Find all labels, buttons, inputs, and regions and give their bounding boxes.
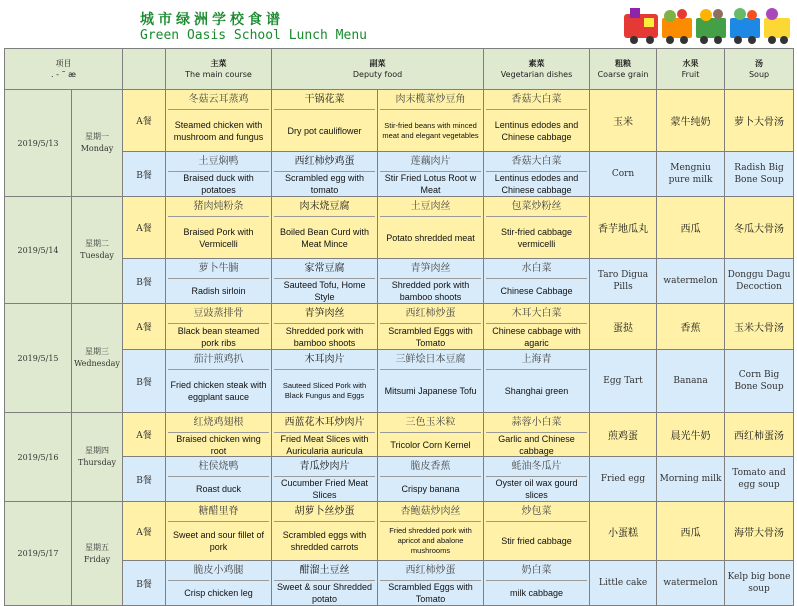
- weekday-cell: [72, 197, 123, 304]
- dish-name-en: Chinese cabbage with agaric: [492, 325, 581, 348]
- fruit-cell: Morning milk: [657, 457, 725, 502]
- weekday-en: Friday: [83, 554, 111, 564]
- dish-name-en: Shredded pork with bamboo shoots: [391, 280, 470, 302]
- header-grain: 粗粮 Coarse grain: [590, 49, 657, 90]
- dish-name-zh: 西红柿炒蛋: [380, 561, 481, 581]
- dish-name-zh: 蚝油冬瓜片: [486, 457, 587, 477]
- soup-cell: 萝卜大骨汤: [725, 90, 794, 152]
- dish-veg: [378, 90, 484, 152]
- dish-main: [166, 413, 272, 457]
- grain-cell: Corn: [590, 152, 657, 197]
- dish-name-en: Stir fried cabbage: [501, 536, 572, 546]
- dish-name-zh: 糖醋里脊: [168, 502, 269, 522]
- dish-main: [166, 152, 272, 197]
- dish-name-zh: 水白菜: [486, 259, 587, 279]
- dish-name-zh: 杏鲍菇炒肉丝: [380, 502, 481, 522]
- dish-name-en: Black bean steamed pork ribs: [177, 325, 260, 348]
- dish-name-en: Chinese Cabbage: [500, 286, 573, 296]
- weekday-en: Monday: [80, 144, 114, 153]
- header-meal: [123, 49, 166, 90]
- dish-name-en: milk cabbage: [510, 588, 564, 598]
- menu-row: [5, 259, 794, 304]
- dish-veg2: [484, 561, 590, 606]
- menu-row: [5, 350, 794, 413]
- dish-name-en: Braised duck with potatoes: [183, 173, 254, 195]
- dish-name-en: Dry pot cauliflower: [287, 125, 362, 136]
- dish-name-en: Mitsumi Japanese Tofu: [384, 386, 477, 396]
- dish-veg: [378, 457, 484, 502]
- dish-name-zh: 柱侯烧鸭: [168, 457, 269, 477]
- dish-name-en: Sauteed Tofu, Home Style: [283, 280, 366, 302]
- header-main: 主菜 The main course: [166, 49, 272, 90]
- dish-name-zh: 木耳大白菜: [486, 304, 587, 324]
- meal-label: B餐: [123, 259, 166, 304]
- date-cell: 2019/5/14: [5, 197, 72, 304]
- dish-name-en: Shredded pork with bamboo shoots: [285, 325, 364, 348]
- fruit-cell: Banana: [657, 350, 725, 413]
- meal-label: B餐: [123, 350, 166, 413]
- meal-label: A餐: [123, 413, 166, 457]
- header-soup: 汤 Soup: [725, 49, 794, 90]
- menu-row: [5, 90, 794, 152]
- weekday-en: Wednesday: [74, 359, 120, 368]
- dish-veg2: [484, 502, 590, 561]
- soup-cell: 冬瓜大骨汤: [725, 197, 794, 259]
- dish-veg: [378, 197, 484, 259]
- fruit-cell: Mengniu pure milk: [657, 152, 725, 197]
- grain-cell: 蛋挞: [590, 304, 657, 350]
- dish-name-zh: 木耳肉片: [274, 350, 375, 370]
- fruit-cell: 晨光牛奶: [657, 413, 725, 457]
- dish-deputy: [272, 90, 378, 152]
- dish-name-zh: 蒜蓉小白菜: [486, 413, 587, 433]
- lunch-menu-table: [4, 48, 794, 606]
- dish-name-zh: 西红柿炒鸡蛋: [274, 152, 375, 172]
- train-illustration: [622, 4, 792, 46]
- soup-cell: Donggu Dagu Decoction: [725, 259, 794, 304]
- dish-name-zh: 酣溜土豆丝: [274, 561, 375, 581]
- dish-veg2: [484, 350, 590, 413]
- dish-name-en: Roast duck: [196, 484, 242, 494]
- header-deputy: 副菜 Deputy food: [272, 49, 484, 90]
- dish-deputy: [272, 259, 378, 304]
- date-cell: 2019/5/15: [5, 304, 72, 413]
- dish-main: [166, 561, 272, 606]
- fruit-cell: 西瓜: [657, 502, 725, 561]
- soup-cell: 海带大骨汤: [725, 502, 794, 561]
- fruit-cell: watermelon: [657, 259, 725, 304]
- weekday-zh: 星期四: [85, 446, 109, 455]
- meal-label: A餐: [123, 502, 166, 561]
- weekday-cell: [72, 413, 123, 502]
- dish-name-zh: 冬菇云耳蒸鸡: [168, 90, 269, 110]
- meal-label: B餐: [123, 152, 166, 197]
- dish-name-zh: 茄汁煎鸡扒: [168, 350, 269, 370]
- dish-veg2: [484, 457, 590, 502]
- dish-deputy: [272, 413, 378, 457]
- meal-label: A餐: [123, 197, 166, 259]
- dish-name-zh: 青笋肉丝: [380, 259, 481, 279]
- soup-cell: Corn Big Bone Soup: [725, 350, 794, 413]
- dish-veg2: [484, 197, 590, 259]
- dish-deputy: [272, 197, 378, 259]
- dish-name-en: Fried chicken steak with eggplant sauce: [170, 380, 267, 402]
- dish-name-en: Sweet & sour Shredded potato: [276, 582, 373, 604]
- dish-name-en: Scrambled Eggs with Tomato: [388, 325, 473, 348]
- dish-main: [166, 197, 272, 259]
- dish-name-en: Stir-fried cabbage vermicelli: [501, 226, 573, 249]
- dish-veg: [378, 350, 484, 413]
- dish-veg2: [484, 413, 590, 457]
- dish-name-zh: 红烧鸡翅根: [168, 413, 269, 433]
- dish-main: [166, 90, 272, 152]
- weekday-zh: 星期五: [85, 542, 109, 552]
- dish-name-en: Potato shredded meat: [386, 232, 475, 243]
- fruit-cell: 西瓜: [657, 197, 725, 259]
- dish-name-zh: 奶白菜: [486, 561, 587, 581]
- date-cell: 2019/5/13: [5, 90, 72, 197]
- dish-deputy: [272, 561, 378, 606]
- grain-cell: 小蛋糕: [590, 502, 657, 561]
- header-veg: 素菜 Vegetarian dishes: [484, 49, 590, 90]
- meal-label: B餐: [123, 457, 166, 502]
- page-title-en: Green Oasis School Lunch Menu: [140, 28, 367, 43]
- menu-row: [5, 152, 794, 197]
- dish-veg: [378, 413, 484, 457]
- dish-name-en: Stir Fried Lotus Root w Meat: [384, 173, 477, 195]
- dish-name-en: Shanghai green: [504, 386, 569, 396]
- dish-main: [166, 304, 272, 350]
- weekday-en: Tuesday: [80, 251, 114, 260]
- dish-veg: [378, 561, 484, 606]
- dish-name-en: Cucumber Fried Meat Slices: [281, 478, 369, 500]
- dish-name-en: Braised Pork with Vermicelli: [183, 226, 254, 249]
- dish-name-zh: 莲藕肉片: [380, 152, 481, 172]
- dish-main: [166, 259, 272, 304]
- dish-name-zh: 肉末烧豆腐: [274, 197, 375, 217]
- weekday-zh: 星期三: [85, 347, 109, 356]
- dish-veg: [378, 502, 484, 561]
- meal-label: A餐: [123, 304, 166, 350]
- grain-cell: Little cake: [590, 561, 657, 606]
- soup-cell: Radish Big Bone Soup: [725, 152, 794, 197]
- dish-name-en: Crispy banana: [401, 484, 460, 494]
- dish-name-en: Garlic and Chinese cabbage: [498, 433, 575, 456]
- dish-name-zh: 脆皮香蕉: [380, 457, 481, 477]
- dish-name-en: Tricolor Corn Kernel: [390, 439, 471, 450]
- dish-name-en: Scrambled eggs with shredded carrots: [282, 530, 367, 552]
- grain-cell: Taro Digua Pills: [590, 259, 657, 304]
- dish-deputy: [272, 502, 378, 561]
- dish-main: [166, 457, 272, 502]
- dish-name-zh: 三鲜烩日本豆腐: [380, 350, 481, 370]
- grain-cell: 煎鸡蛋: [590, 413, 657, 457]
- dish-name-zh: 香菇大白菜: [486, 152, 587, 172]
- page-title-zh: 城市绿洲学校食谱: [140, 12, 284, 28]
- dish-main: [166, 350, 272, 413]
- dish-veg: [378, 304, 484, 350]
- soup-cell: 玉米大骨汤: [725, 304, 794, 350]
- dish-name-en: Braised chicken wing root: [176, 433, 261, 456]
- grain-cell: 玉米: [590, 90, 657, 152]
- soup-cell: Kelp big bone soup: [725, 561, 794, 606]
- dish-name-zh: 上海青: [486, 350, 587, 370]
- soup-cell: 西红柿蛋汤: [725, 413, 794, 457]
- dish-deputy: [272, 152, 378, 197]
- dish-name-en: Lentinus edodes and Chinese cabbage: [494, 119, 579, 142]
- dish-veg: [378, 259, 484, 304]
- header-item: 项目 . - ˜ æ: [5, 49, 123, 90]
- dish-name-en: Boiled Bean Curd with Meat Mince: [279, 226, 370, 249]
- dish-name-en: Fried Meat Slices with Auricularia auricula: [280, 433, 369, 456]
- dish-veg: [378, 152, 484, 197]
- dish-name-en: Sauteed Sliced Pork with Black Fungus and Eggs: [282, 381, 367, 400]
- dish-name-en: Radish sirloin: [191, 286, 246, 296]
- dish-name-zh: 西红柿炒蛋: [380, 304, 481, 324]
- dish-name-en: Scrambled Eggs with Tomato: [388, 582, 473, 604]
- grain-cell: 香芋地瓜丸: [590, 197, 657, 259]
- date-cell: 2019/5/17: [5, 502, 72, 606]
- dish-name-zh: 家常豆腐: [274, 259, 375, 279]
- fruit-cell: 香蕉: [657, 304, 725, 350]
- dish-veg2: [484, 304, 590, 350]
- dish-name-zh: 炒包菜: [486, 502, 587, 522]
- dish-name-zh: 青瓜炒肉片: [274, 457, 375, 477]
- dish-name-zh: 青笋肉丝: [274, 304, 375, 324]
- fruit-cell: 蒙牛纯奶: [657, 90, 725, 152]
- weekday-cell: [72, 304, 123, 413]
- menu-row: [5, 457, 794, 502]
- dish-name-zh: 包菜炒粉丝: [486, 197, 587, 217]
- dish-name-en: Scrambled egg with tomato: [284, 173, 365, 195]
- dish-name-zh: 香菇大白菜: [486, 90, 587, 110]
- dish-veg2: [484, 152, 590, 197]
- dish-name-en: Crisp chicken leg: [184, 588, 253, 598]
- dish-name-zh: 猪肉炖粉条: [168, 197, 269, 217]
- header-row: [5, 49, 794, 90]
- menu-row: [5, 197, 794, 259]
- fruit-cell: watermelon: [657, 561, 725, 606]
- dish-name-zh: 胡萝卜丝炒蛋: [274, 502, 375, 522]
- dish-name-zh: 三色玉米粒: [380, 413, 481, 433]
- weekday-cell: [72, 90, 123, 197]
- dish-deputy: [272, 457, 378, 502]
- dish-name-en: Stir-fried beans with minced meat and elegant vegetables: [382, 120, 479, 140]
- dish-name-en: Lentinus edodes and Chinese cabbage: [494, 173, 579, 195]
- weekday-zh: 星期一: [85, 132, 109, 141]
- header-fruit: 水果 Fruit: [657, 49, 725, 90]
- meal-label: B餐: [123, 561, 166, 606]
- dish-name-en: Fried shredded pork with apricot and abalone mushrooms: [389, 526, 472, 555]
- dish-name-zh: 豆豉蒸排骨: [168, 304, 269, 324]
- menu-row: [5, 502, 794, 561]
- dish-name-zh: 萝卜牛腩: [168, 259, 269, 279]
- menu-row: [5, 561, 794, 606]
- dish-name-en: Oyster oil wax gourd slices: [495, 478, 578, 500]
- dish-veg2: [484, 259, 590, 304]
- dish-name-en: Steamed chicken with mushroom and fungus: [173, 119, 264, 142]
- date-cell: 2019/5/16: [5, 413, 72, 502]
- dish-name-zh: 土豆焖鸭: [168, 152, 269, 172]
- soup-cell: Tomato and egg soup: [725, 457, 794, 502]
- menu-row: [5, 304, 794, 350]
- meal-label: A餐: [123, 90, 166, 152]
- menu-row: [5, 413, 794, 457]
- grain-cell: Fried egg: [590, 457, 657, 502]
- dish-name-zh: 脆皮小鸡腿: [168, 561, 269, 581]
- dish-main: [166, 502, 272, 561]
- dish-name-zh: 土豆肉丝: [380, 197, 481, 217]
- dish-name-en: Sweet and sour fillet of pork: [172, 530, 265, 552]
- dish-deputy: [272, 304, 378, 350]
- grain-cell: Egg Tart: [590, 350, 657, 413]
- weekday-en: Thursday: [78, 458, 116, 467]
- dish-name-zh: 西蓝花木耳炒肉片: [274, 413, 375, 433]
- dish-deputy: [272, 350, 378, 413]
- weekday-zh: 星期二: [85, 239, 109, 248]
- dish-name-zh: 肉末榄菜炒豆角: [380, 90, 481, 110]
- dish-veg2: [484, 90, 590, 152]
- dish-name-zh: 干锅花菜: [274, 90, 375, 110]
